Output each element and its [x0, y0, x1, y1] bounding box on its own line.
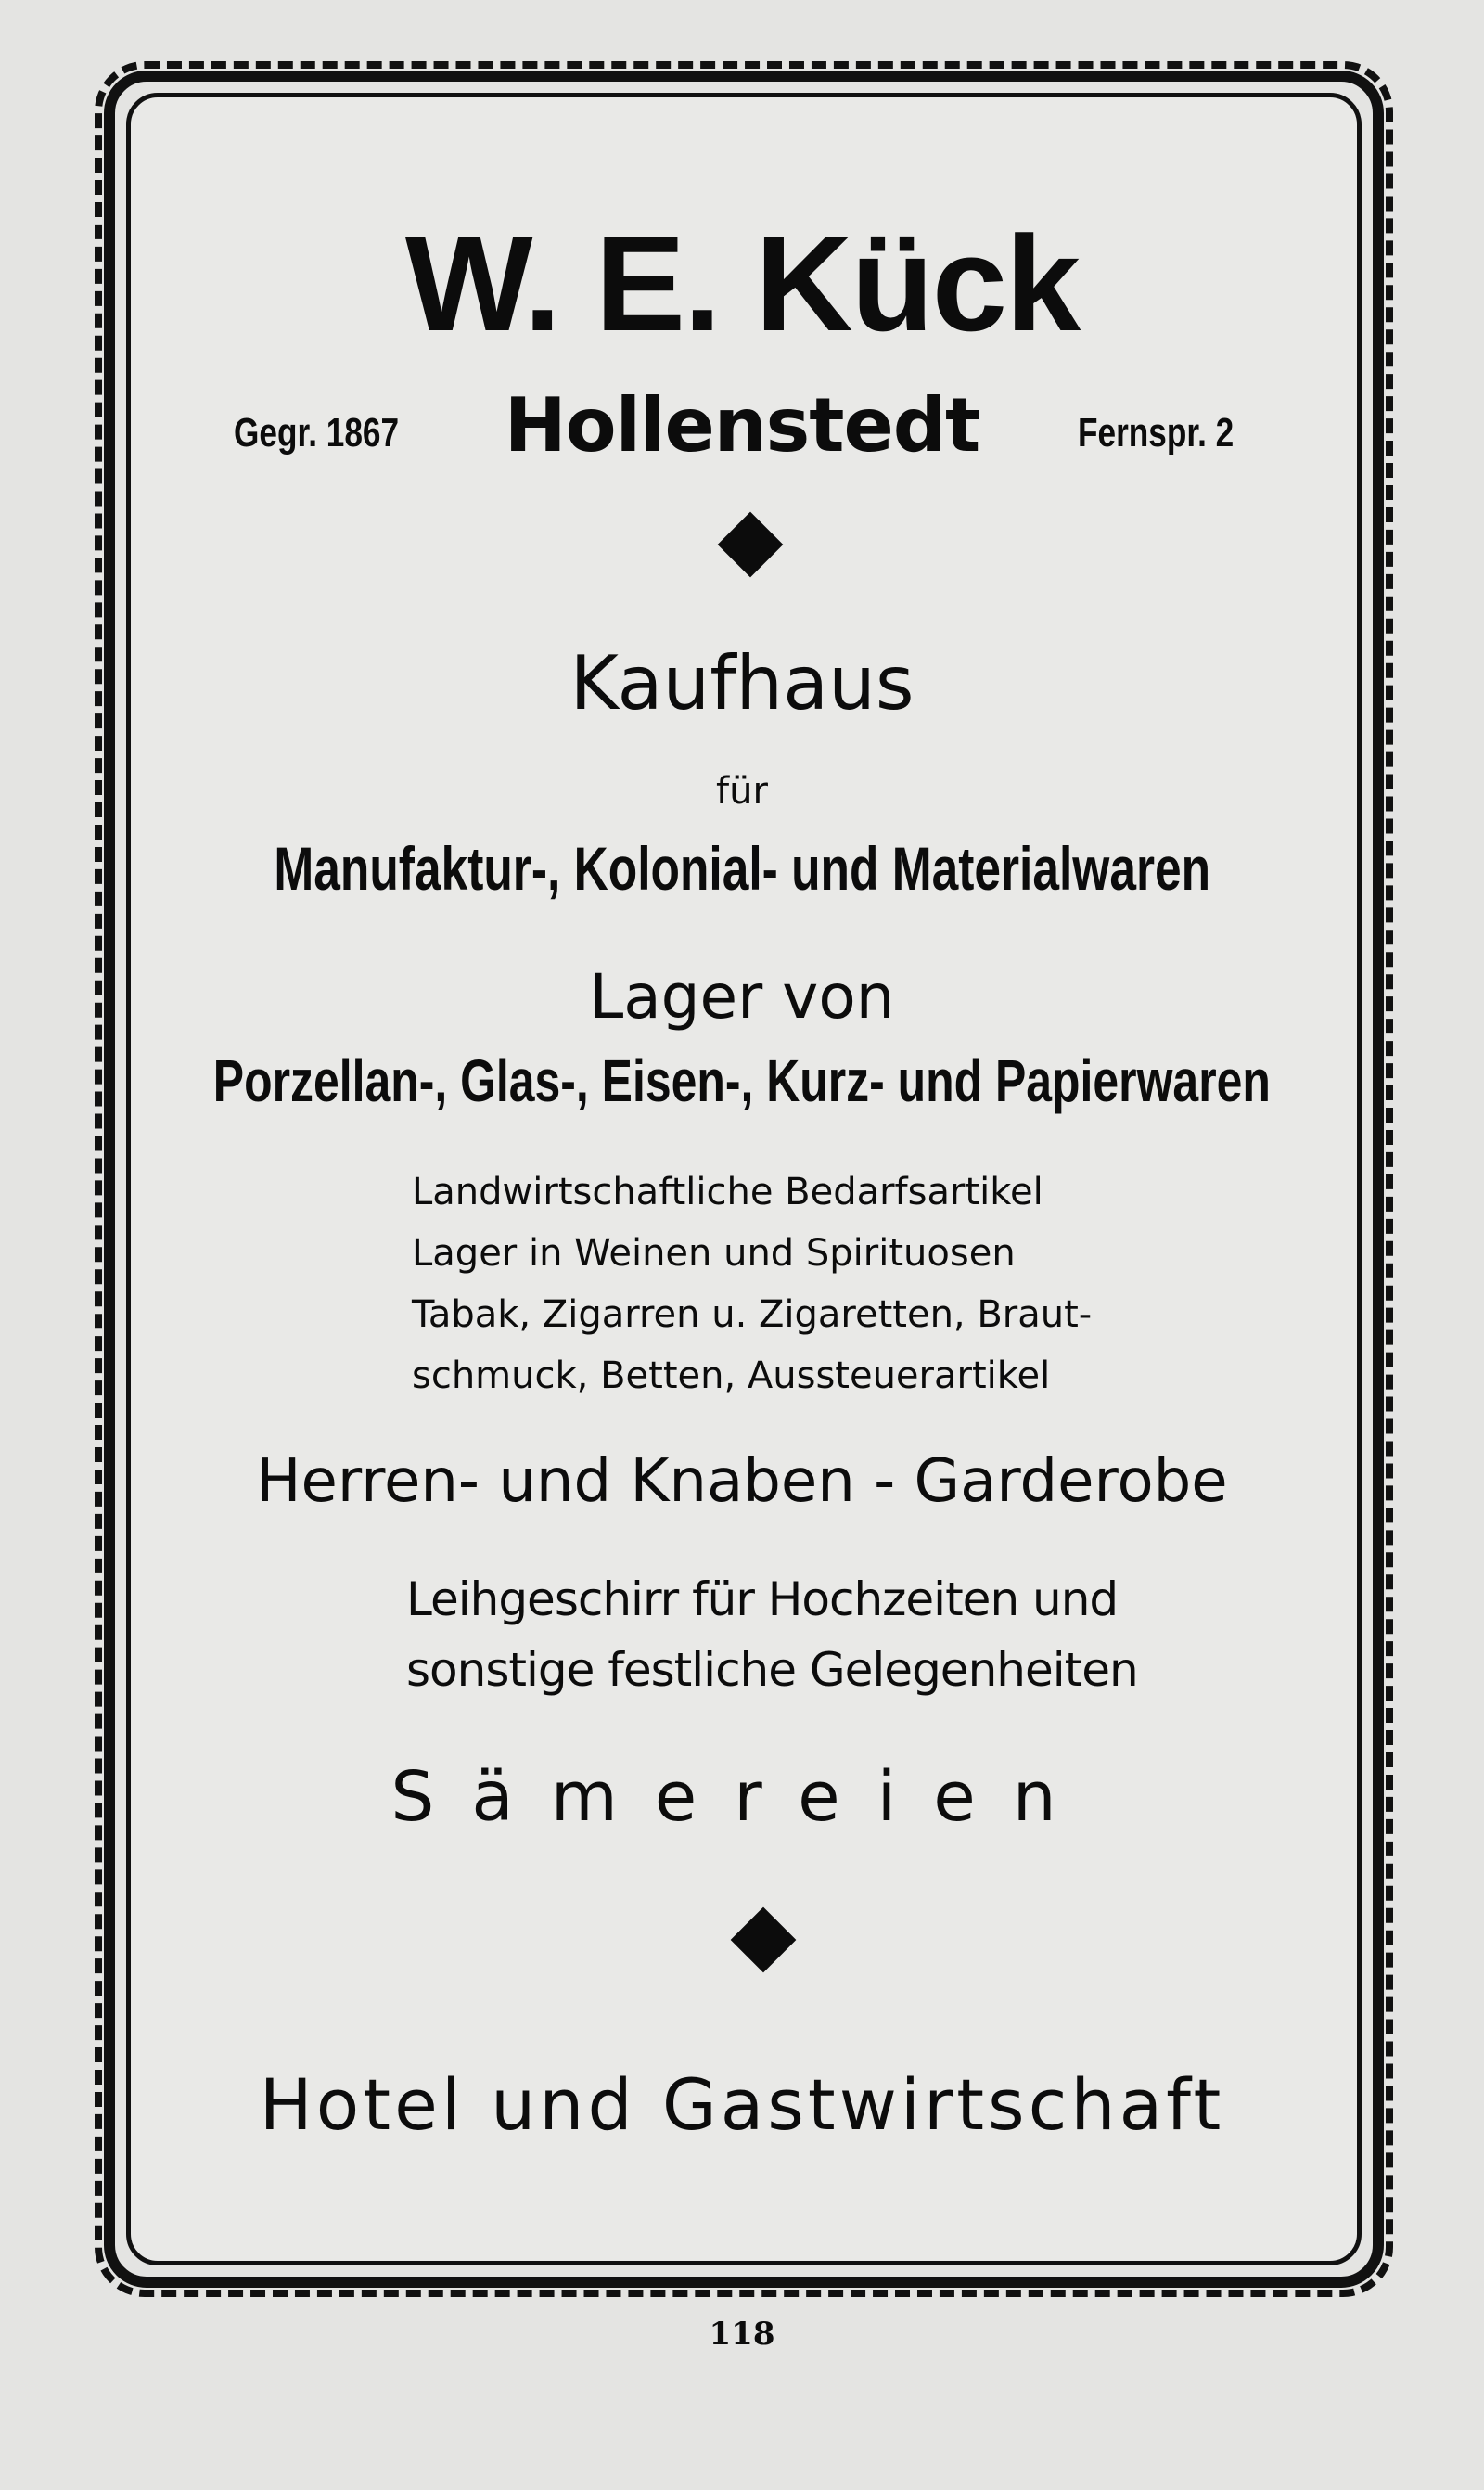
- heading-kaufhaus: Kaufhaus: [569, 640, 915, 726]
- text-manufaktur: Manufaktur-, Kolonial- und Materialwaren: [274, 834, 1210, 903]
- subtitle-row: [0, 382, 1484, 475]
- heading-saemereien: Sämereien: [390, 1757, 1094, 1837]
- rental-text: [406, 1564, 1138, 1705]
- goods-line: Landwirtschaftliche Bedarfsartikel: [412, 1171, 1043, 1213]
- town-name: Hollenstedt: [504, 382, 980, 468]
- heading-hotel: Hotel und Gastwirtschaft: [259, 2063, 1225, 2146]
- goods-line: schmuck, Betten, Aussteuerartikel: [412, 1354, 1051, 1397]
- rental-line: sonstige festliche Gelegenheiten: [406, 1643, 1138, 1697]
- founded-year: Gegr. 1867: [234, 410, 400, 456]
- company-name: W. E. Kück: [404, 208, 1080, 359]
- text-fuer: für: [716, 770, 768, 813]
- goods-line: Tabak, Zigarren u. Zigaretten, Braut-: [412, 1293, 1093, 1336]
- goods-list: [412, 1162, 1092, 1406]
- page-number: 118: [709, 2316, 775, 2353]
- heading-garderobe: Herren- und Knaben - Garderobe: [256, 1447, 1228, 1516]
- text-porzellan: Porzellan-, Glas-, Eisen-, Kurz- und Papierwaren: [212, 1047, 1272, 1114]
- goods-line: Lager in Weinen und Spirituosen: [412, 1232, 1016, 1275]
- phone-number: Fernspr. 2: [1078, 410, 1235, 456]
- heading-lager-von: Lager von: [589, 961, 895, 1033]
- rental-line: Leihgeschirr für Hochzeiten und: [406, 1572, 1119, 1626]
